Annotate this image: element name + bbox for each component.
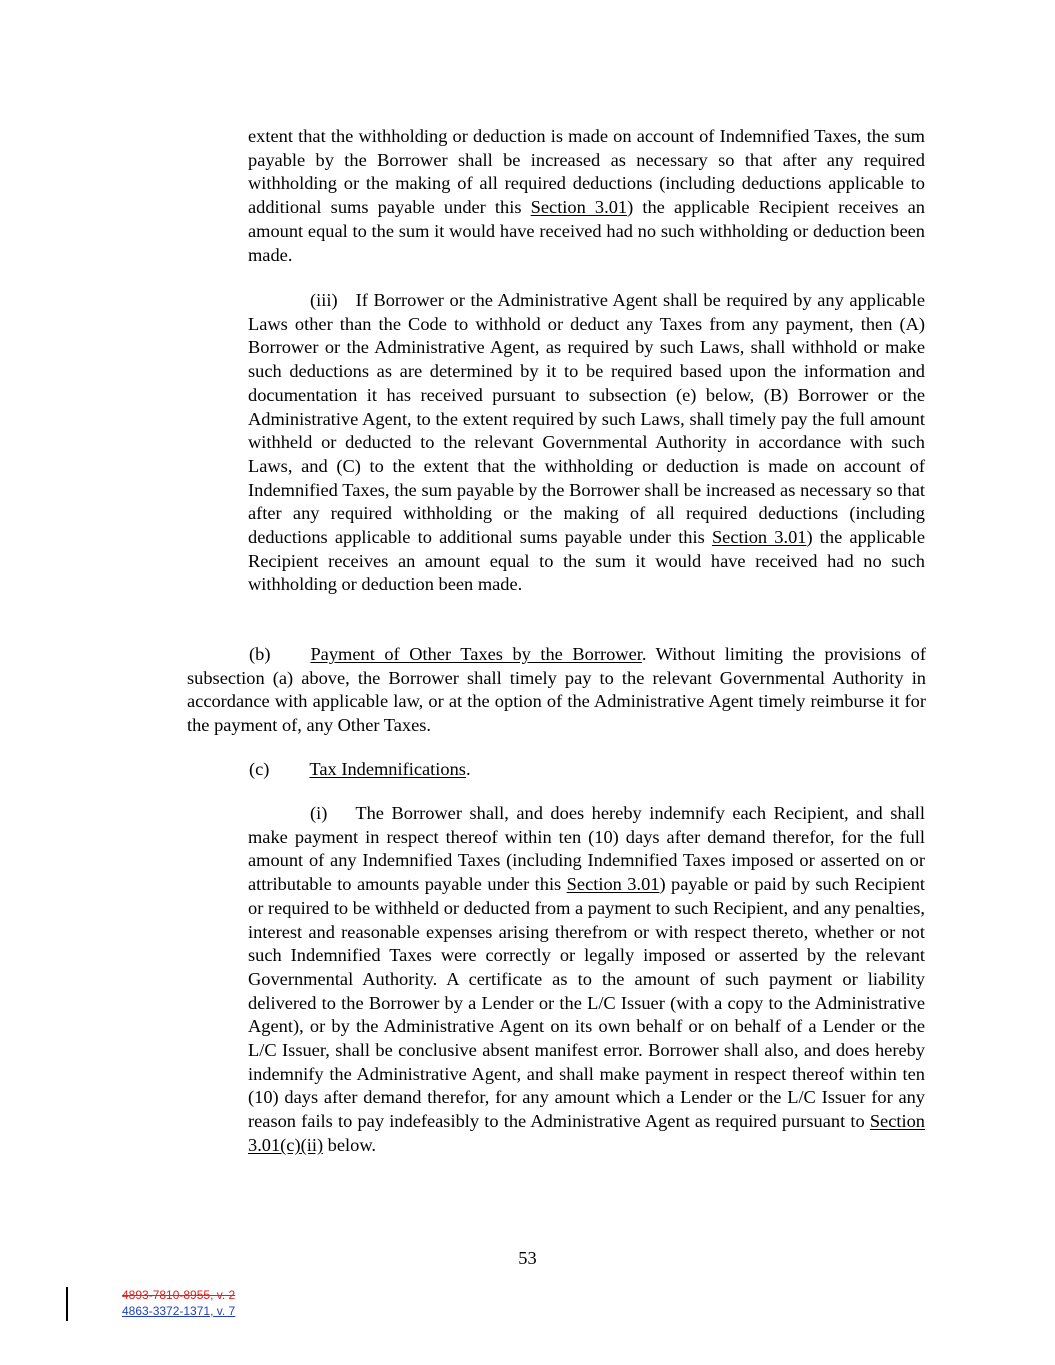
paragraph-text: . Without limiting the provisions of subsection (a) above, the Borrower shall timely pay to the relevant Governmental Authority in accordance with applicable law, or at the option of the Administrative Agent timely reimburse it for the payment of, any Other Taxes. bbox=[187, 644, 926, 736]
section-reference: Section 3.01 bbox=[530, 197, 628, 218]
paragraph-text: . bbox=[465, 759, 471, 779]
deleted-document-id: 4893-7810-8955, v. 2 bbox=[122, 1288, 236, 1302]
clause-label: (i) bbox=[310, 803, 328, 823]
clause-label: (c) bbox=[249, 759, 270, 779]
clause-heading: Payment of Other Taxes by the Borrower bbox=[310, 644, 642, 664]
page-number: 53 bbox=[518, 1248, 537, 1268]
paragraph-text: ) the applicable Recipient receives an amount equal to the sum it would have received had no such withholding or deduction been made. bbox=[248, 527, 925, 595]
section-reference: Section 3.01 bbox=[566, 874, 660, 895]
paragraph-continuation bbox=[248, 125, 925, 267]
paragraph-text: extent that the withholding or deduction is made on account of Indemnified Taxes, the sum payable by the Borrower shall be increased as necessary so that after any required withholding or the making of all required deductions (including deductions applicable to additional sums payable under this bbox=[248, 126, 925, 218]
section-reference: Section 3.01 bbox=[711, 527, 807, 548]
clause-heading: Tax Indemnifications bbox=[309, 759, 466, 779]
clause-label: (b) bbox=[249, 644, 271, 664]
paragraph-text: ) the applicable Recipient receives an amount equal to the sum it would have received had no such withholding or deduction been made. bbox=[248, 197, 925, 265]
paragraph-c bbox=[187, 758, 926, 782]
paragraph-iii bbox=[248, 289, 925, 597]
clause-label: (iii) bbox=[310, 290, 338, 310]
change-bar bbox=[66, 1287, 68, 1321]
paragraph-i bbox=[248, 802, 925, 1158]
inserted-document-id: 4863-3372-1371, v. 7 bbox=[122, 1304, 236, 1318]
paragraph-text: below. bbox=[323, 1134, 377, 1155]
paragraph-text: The Borrower shall, and does hereby indemnify each Recipient, and shall make payment in respect thereof within ten (10) days after demand therefor, for the full amount of any Indemnified Taxes (including Indemnified Taxes imposed or asserted on or attributable to amounts payable under this bbox=[248, 803, 925, 895]
paragraph-text: If Borrower or the Administrative Agent shall be required by any applicable Laws other than the Code to withhold or deduct any Taxes from any payment, then (A) Borrower or the Administrative Agent, as required by such Laws, shall withhold or make such deductions as are determined by it to be required based upon the information and documentation it has received pursuant to subsection (e) below, (B) Borrower or the Administrative Agent, to the extent required by such Laws, shall timely pay the full amount withheld or deducted to the relevant Governmental Authority in accordance with such Laws, and (C) to the extent that the withholding or deduction is made on account of Indemnified Taxes, the sum payable by the Borrower shall be increased as necessary so that after any required withholding or the making of all required deductions (including deductions applicable to additional sums payable under this bbox=[248, 290, 925, 548]
paragraph-text: ) payable or paid by such Recipient or required to be withheld or deducted from a payment to such Recipient, and any penalties, interest and reasonable expenses arising therefrom or with respect thereto, whether or not such Indemnified Taxes were correctly or legally imposed or asserted by the relevant Governmental Authority. A certificate as to the amount of such payment or liability delivered to the Borrower by a Lender or the L/C Issuer (with a copy to the Administrative Agent), or by the Administrative Agent on its own behalf or on behalf of a Lender or the L/C Issuer, shall be conclusive absent manifest error. Borrower shall also, and does hereby indemnify the Administrative Agent, and shall make payment in respect thereof within ten (10) days after demand therefor, for any amount which a Lender or the L/C Issuer for any reason fails to pay indefeasibly to the Administrative Agent as required pursuant to bbox=[248, 874, 925, 1132]
section-reference: Section 3.01(c)(ii) bbox=[248, 1111, 925, 1155]
paragraph-b bbox=[187, 643, 926, 738]
